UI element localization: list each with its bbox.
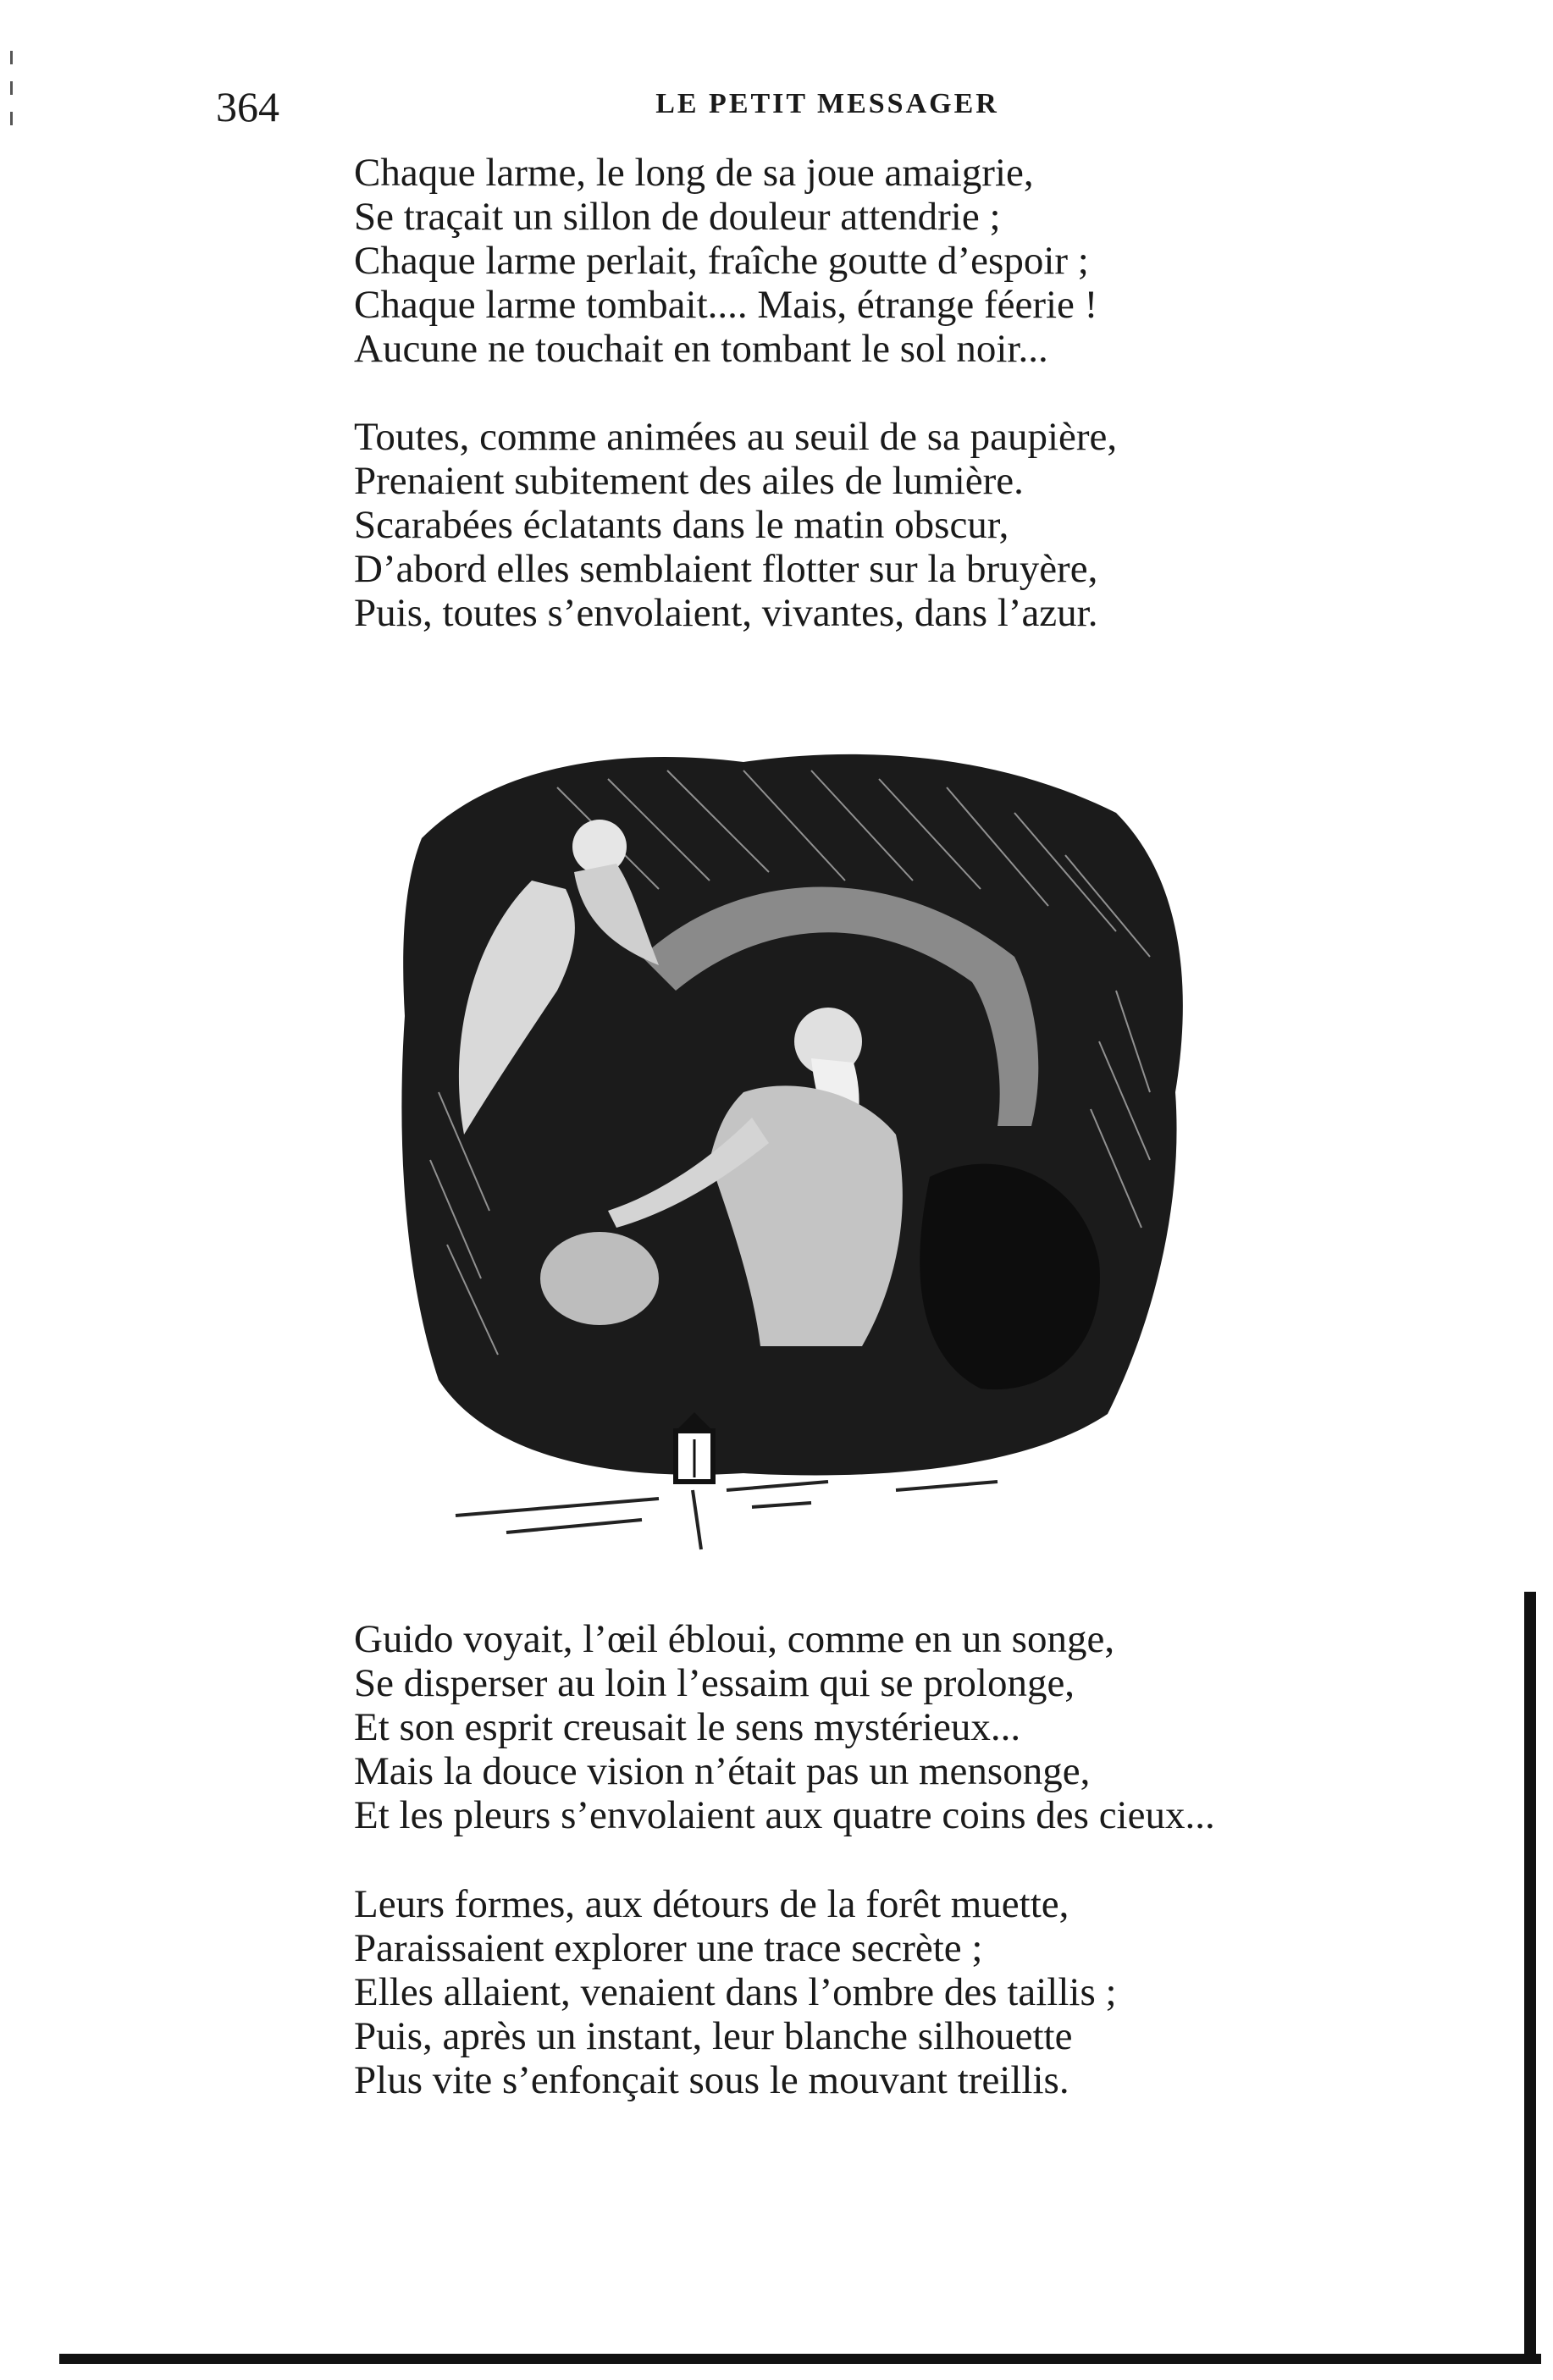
- verse-line: Scarabées éclatants dans le matin obscur,: [354, 503, 1009, 547]
- verse-line: Se disperser au loin l’essaim qui se prolonge,: [354, 1661, 1075, 1705]
- verse-line: Prenaient subitement des ailes de lumière.: [354, 459, 1024, 503]
- engraving-illustration: [388, 737, 1201, 1566]
- verse-line: Et son esprit creusait le sens mystérieux...: [354, 1705, 1021, 1749]
- verse-line: Chaque larme perlait, fraîche goutte d’espoir ;: [354, 239, 1089, 283]
- scan-bottom-rule: [59, 2354, 1541, 2364]
- verse-line: Paraissaient explorer une trace secrète ;: [354, 1926, 983, 1970]
- scan-margin-marks: [10, 51, 15, 152]
- verse-line: Plus vite s’enfonçait sous le mouvant treillis.: [354, 2058, 1069, 2102]
- stanza-2: [354, 415, 1117, 635]
- verse-line: D’abord elles semblaient flotter sur la bruyère,: [354, 547, 1098, 591]
- scan-edge-bar: [1524, 1592, 1536, 2354]
- stanza-4: [354, 1882, 1117, 2102]
- verse-line: Aucune ne touchait en tombant le sol noir...: [354, 327, 1048, 371]
- page-number: 364: [216, 83, 279, 130]
- verse-line: Et les pleurs s’envolaient aux quatre coins des cieux...: [354, 1793, 1215, 1837]
- verse-line: Elles allaient, venaient dans l’ombre des taillis ;: [354, 1970, 1117, 2014]
- bundle: [540, 1232, 659, 1325]
- verse-line: Guido voyait, l’œil ébloui, comme en un songe,: [354, 1617, 1115, 1661]
- verse-line: Mais la douce vision n’était pas un mensonge,: [354, 1749, 1091, 1793]
- verse-line: Leurs formes, aux détours de la forêt muette,: [354, 1882, 1069, 1926]
- running-title: LE PETIT MESSAGER: [655, 88, 999, 119]
- angel-head: [572, 820, 627, 874]
- stanza-3: [354, 1617, 1215, 1837]
- verse-line: Se traçait un sillon de douleur attendrie ;: [354, 195, 1001, 239]
- verse-line: Puis, toutes s’envolaient, vivantes, dans l’azur.: [354, 591, 1098, 635]
- verse-line: Toutes, comme animées au seuil de sa paupière,: [354, 415, 1118, 459]
- verse-line: Puis, après un instant, leur blanche silhouette: [354, 2014, 1073, 2058]
- verse-line: Chaque larme, le long de sa joue amaigrie,: [354, 151, 1034, 195]
- verse-line: Chaque larme tombait.... Mais, étrange féerie !: [354, 283, 1098, 327]
- stanza-1: [354, 151, 1097, 371]
